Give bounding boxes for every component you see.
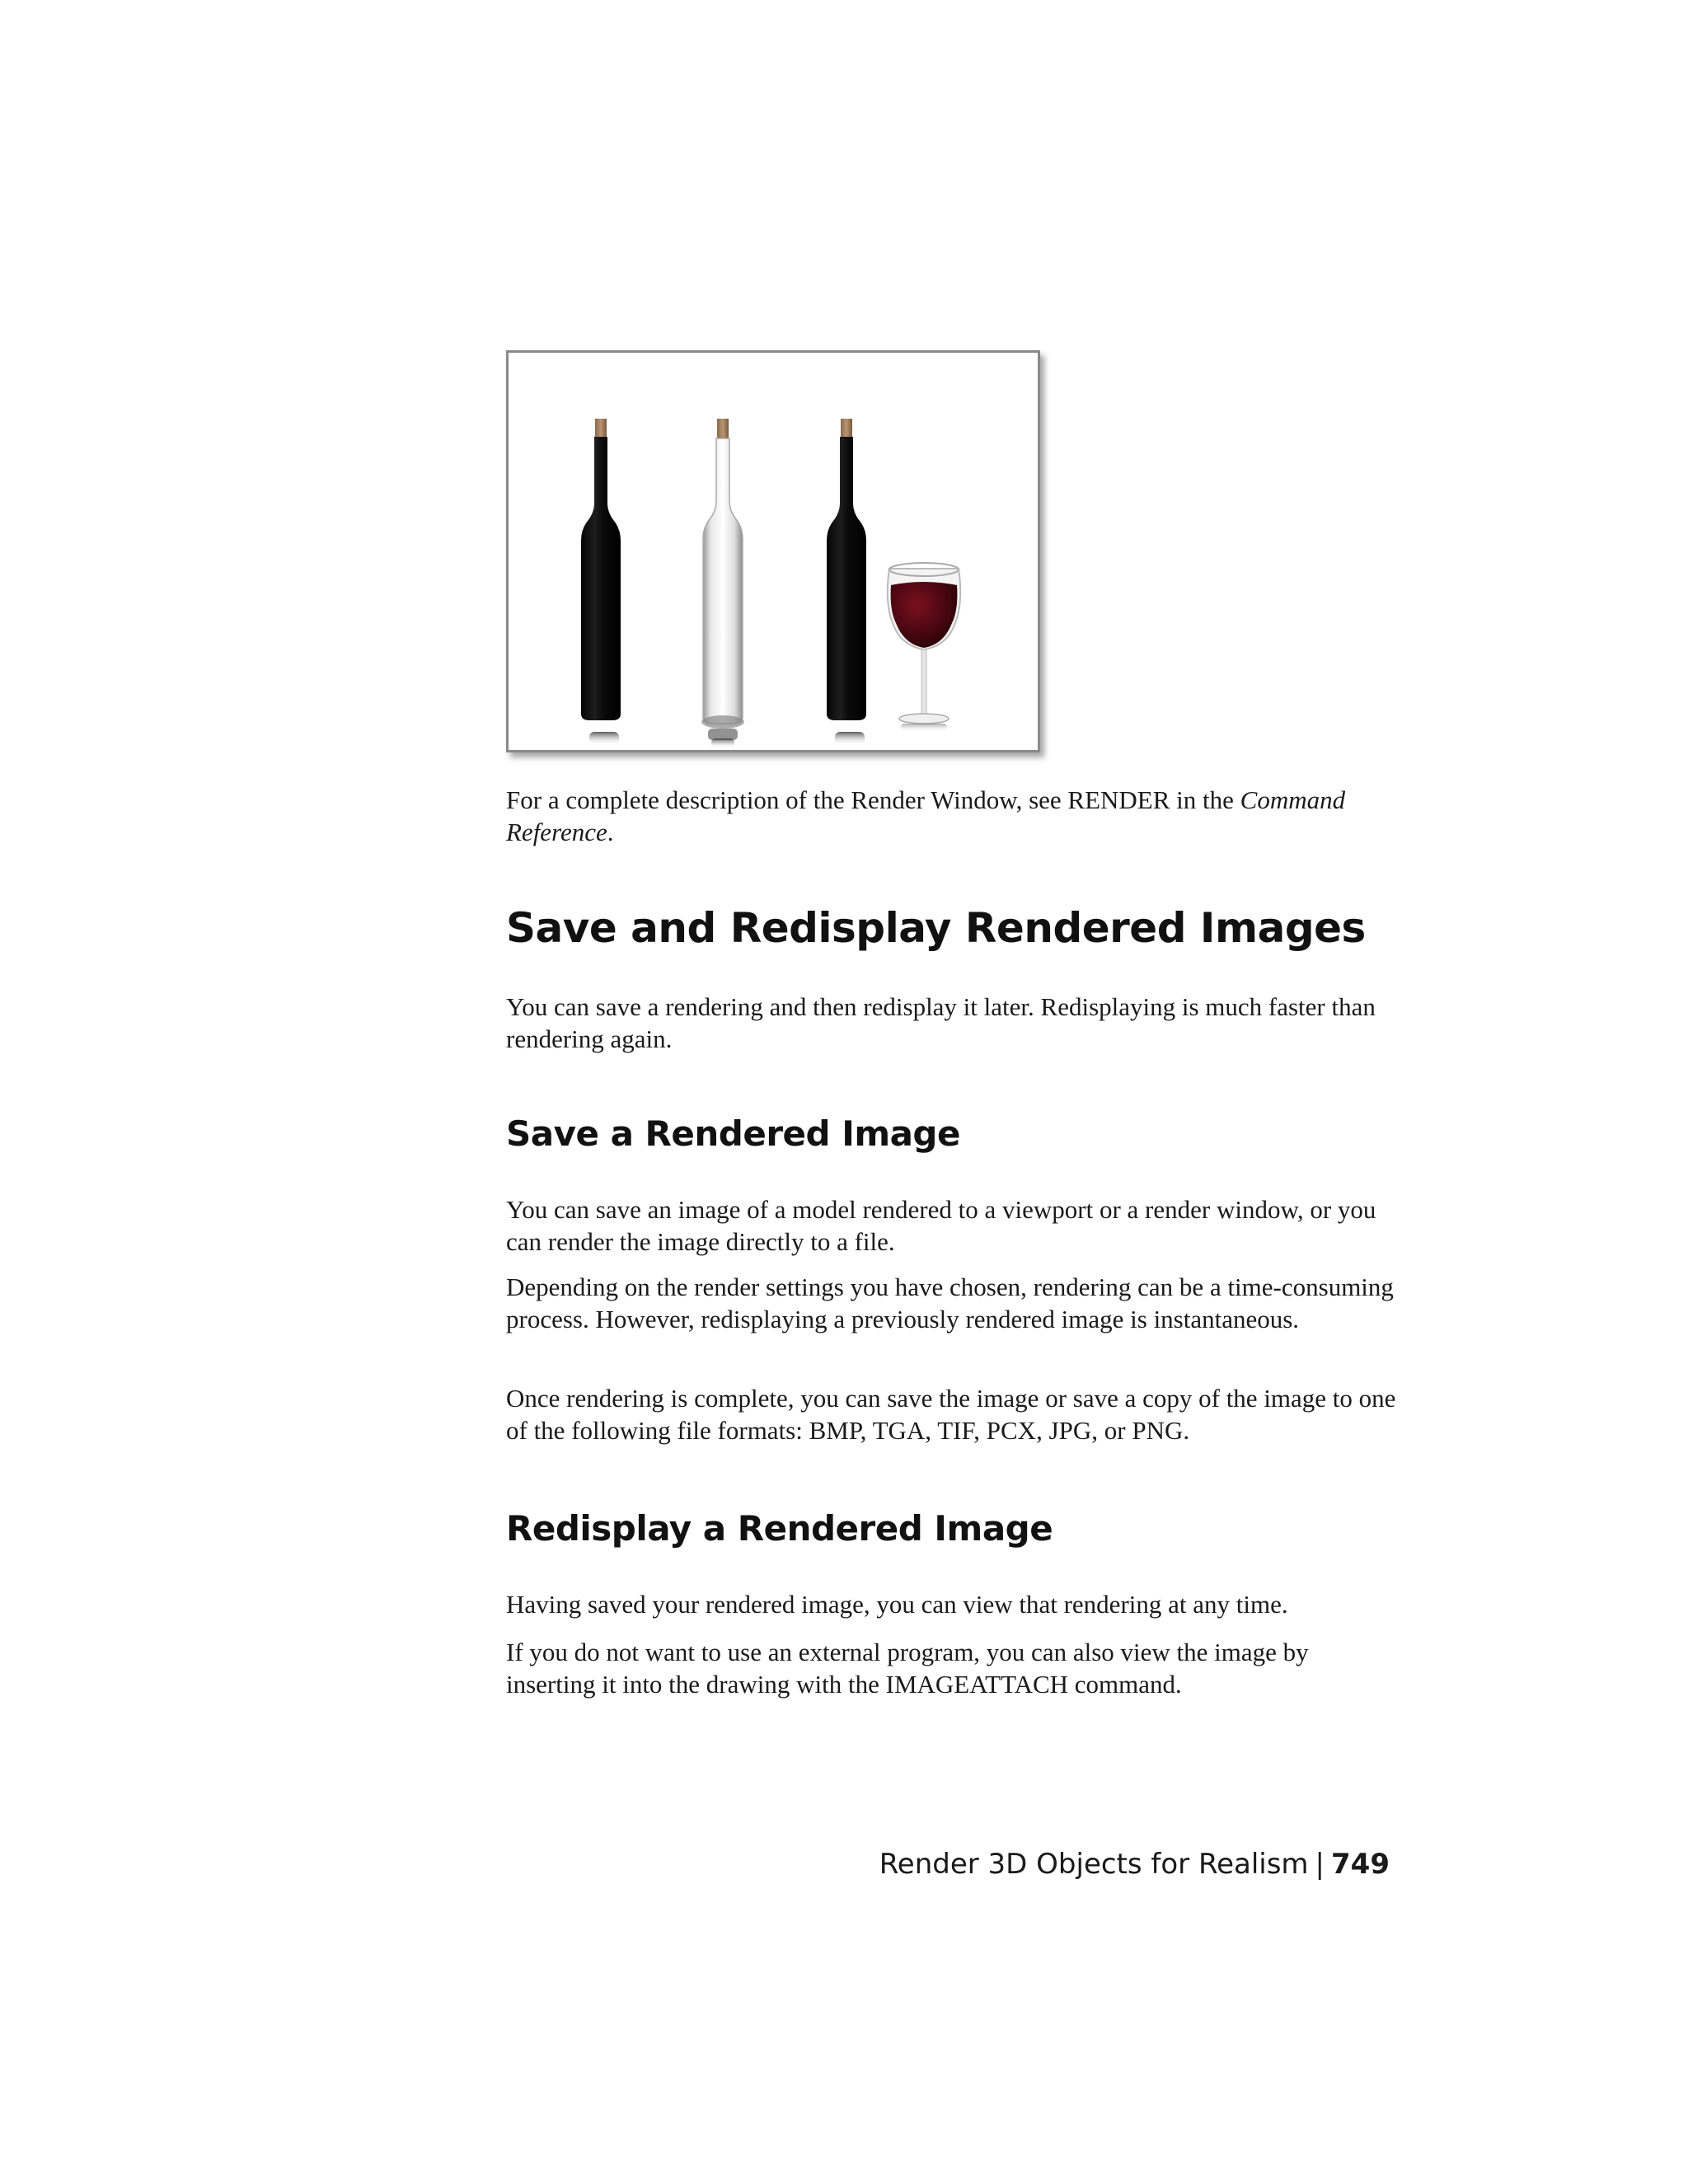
rendered-image-figure (506, 350, 1040, 752)
wine-glass (888, 563, 961, 732)
page-number: 749 (1331, 1848, 1390, 1881)
redisplay-paragraph-1: Having saved your rendered image, you can view that rendering at any time. (506, 1590, 1288, 1619)
figure-caption (506, 784, 1396, 848)
section-intro-paragraph: You can save a rendering and then redisplay it later. Redisplaying is much faster than rendering again. (506, 992, 1376, 1053)
caption-reference-emphasis: Command Reference (506, 785, 1346, 846)
save-paragraph-2: Depending on the render settings you have chosen, rendering can be a time-consuming process. However, redisplaying a previously rendered image is instantaneous. (506, 1272, 1394, 1333)
dark-bottle-left (581, 419, 621, 745)
clear-bottle-middle (701, 419, 744, 748)
caption-text: For a complete description of the Render Window, see RENDER in the (506, 785, 1240, 814)
dark-bottle-right (827, 419, 866, 745)
section-heading: Save and Redisplay Rendered Images (506, 904, 1366, 952)
footer-chapter-title: Render 3D Objects for Realism (879, 1848, 1309, 1881)
wine-bottles-image (509, 353, 1038, 750)
save-paragraph-3: Once rendering is complete, you can save the image or save a copy of the image to one of the following file formats: BMP, TGA, TIF, PCX, JPG, or PNG. (506, 1384, 1396, 1445)
footer-separator: | (1315, 1848, 1325, 1881)
caption-period: . (607, 818, 614, 846)
save-subsection-heading: Save a Rendered Image (506, 1113, 960, 1154)
page-footer (879, 1846, 1390, 1882)
redisplay-paragraph-2: If you do not want to use an external program, you can also view the image by inserting it into the drawing with the IMAGEATTACH command. (506, 1638, 1309, 1699)
save-paragraph-1: You can save an image of a model rendered to a viewport or a render window, or you can render the image directly to a file. (506, 1195, 1376, 1256)
redisplay-subsection-heading: Redisplay a Rendered Image (506, 1508, 1053, 1549)
